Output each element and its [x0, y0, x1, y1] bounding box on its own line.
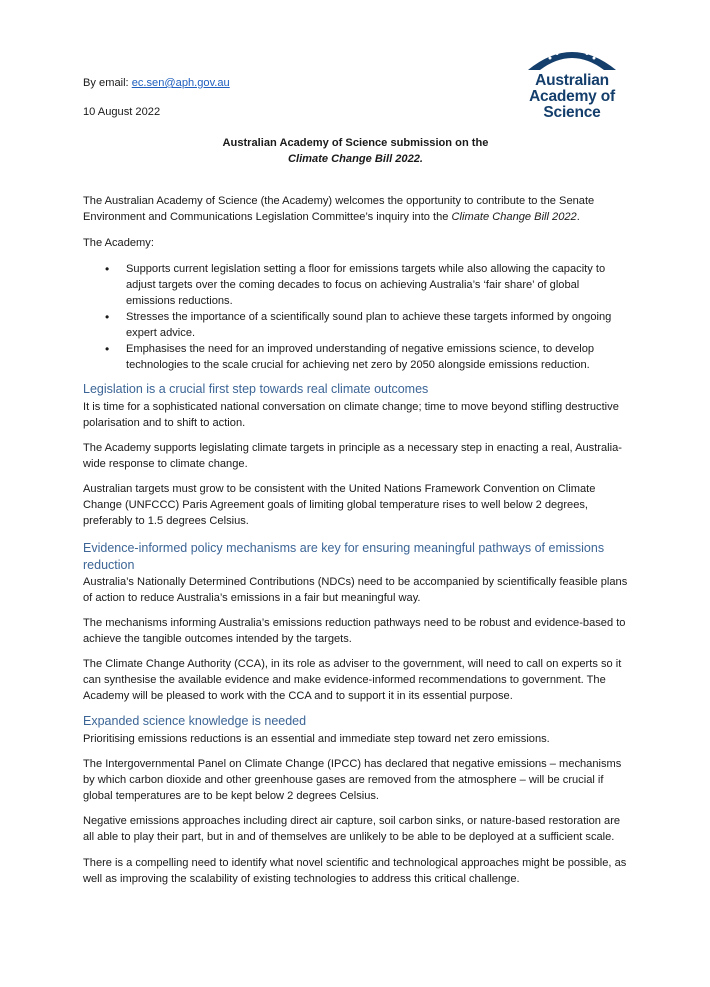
academy-label: The Academy: [83, 237, 154, 249]
section-heading-policy-mechanisms: Evidence-informed policy mechanisms are key for ensuring meaningful pathways of emissions reduction [83, 541, 605, 572]
dome-arch-icon [526, 40, 618, 72]
letter-date: 10 August 2022 [83, 106, 161, 118]
list-item: • Stresses the importance of a scientifically sound plan to achieve these targets informed by ongoing expert advice. [83, 309, 628, 341]
intro-text: The Australian Academy of Science (the Academy) welcomes the opportunity to contribute to the Senate Environment and Communications Legislation Committee’s inquiry into the [83, 195, 595, 223]
logo-text-line2: Academy of [529, 88, 615, 105]
list-item: • Emphasises the need for an improved understanding of negative emissions science, to develop technologies to the scale crucial for achieving net zero by 2050 alongside emissions reduction. [83, 341, 628, 373]
paragraph: Australian targets must grow to be consistent with the United Nations Framework Convention on Climate Change (UNFCCC) Paris Agreement goals of limiting global temperature rises to well below 2 degrees, preferably to 1.5 degrees Celsius. [83, 483, 596, 527]
paragraph: There is a compelling need to identify what novel scientific and technological approaches might be possible, as well as improving the scalability of existing technologies to address this critical challenge. [83, 857, 627, 885]
logo-text-line1: Australian [535, 72, 609, 89]
paragraph: Prioritising emissions reductions is an essential and immediate step toward net zero emissions. [83, 733, 550, 745]
paragraph: The Intergovernmental Panel on Climate Change (IPCC) has declared that negative emissions – mechanisms by which carbon dioxide and other greenhouse gases are removed from the atmosphere – will be crucial if global temperatures are to be kept below 2 degrees Celsius. [83, 758, 622, 802]
key-points-list [83, 261, 628, 373]
paragraph: The Academy supports legislating climate targets in principle as a necessary step in enacting a real, Australia-wide response to climate change. [83, 442, 622, 470]
list-item: • Supports current legislation setting a floor for emissions targets while also allowing the capacity to adjust targets over the coming decades to focus on achieving Australia’s ‘fair share’ of global emissions reductions. [83, 261, 628, 309]
paragraph: The mechanisms informing Australia’s emissions reduction pathways need to be robust and evidence-based to achieve the tangible outcomes intended by the targets. [83, 617, 626, 645]
logo-text-line3: Science [543, 104, 601, 121]
paragraph: Australia’s Nationally Determined Contributions (NDCs) need to be accompanied by scientifically feasible plans of action to reduce Australia’s emissions in a fair but meaningful way. [83, 576, 628, 604]
intro-bill-name: Climate Change Bill 2022 [451, 211, 577, 223]
intro-paragraph [83, 193, 628, 225]
paragraph: Negative emissions approaches including direct air capture, soil carbon sinks, or nature-based restoration are all able to play their part, but in and of themselves are unlikely to be able to be deployed at a sufficient scale. [83, 815, 621, 843]
section-heading-science-knowledge: Expanded science knowledge is needed [83, 714, 307, 728]
paragraph: The Climate Change Authority (CCA), in its role as adviser to the government, will need to call on experts so it can synthesise the available evidence and make evidence-informed recommendations to government. The Academy will be pleased to work with the CCA and to support it in its essential purpose. [83, 658, 622, 702]
email-line [83, 72, 628, 91]
email-prefix: By email: [83, 77, 132, 89]
section-heading-legislation: Legislation is a crucial first step towards real climate outcomes [83, 382, 429, 396]
submission-title: Australian Academy of Science submission on the [222, 137, 489, 149]
email-link[interactable]: ec.sen@aph.gov.au [131, 77, 230, 89]
paragraph: It is time for a sophisticated national conversation on climate change; time to move beyond stifling destructive polarisation and to shift to action. [83, 401, 619, 429]
submission-title-bill: Climate Change Bill 2022. [287, 153, 424, 165]
intro-end: . [576, 211, 580, 223]
